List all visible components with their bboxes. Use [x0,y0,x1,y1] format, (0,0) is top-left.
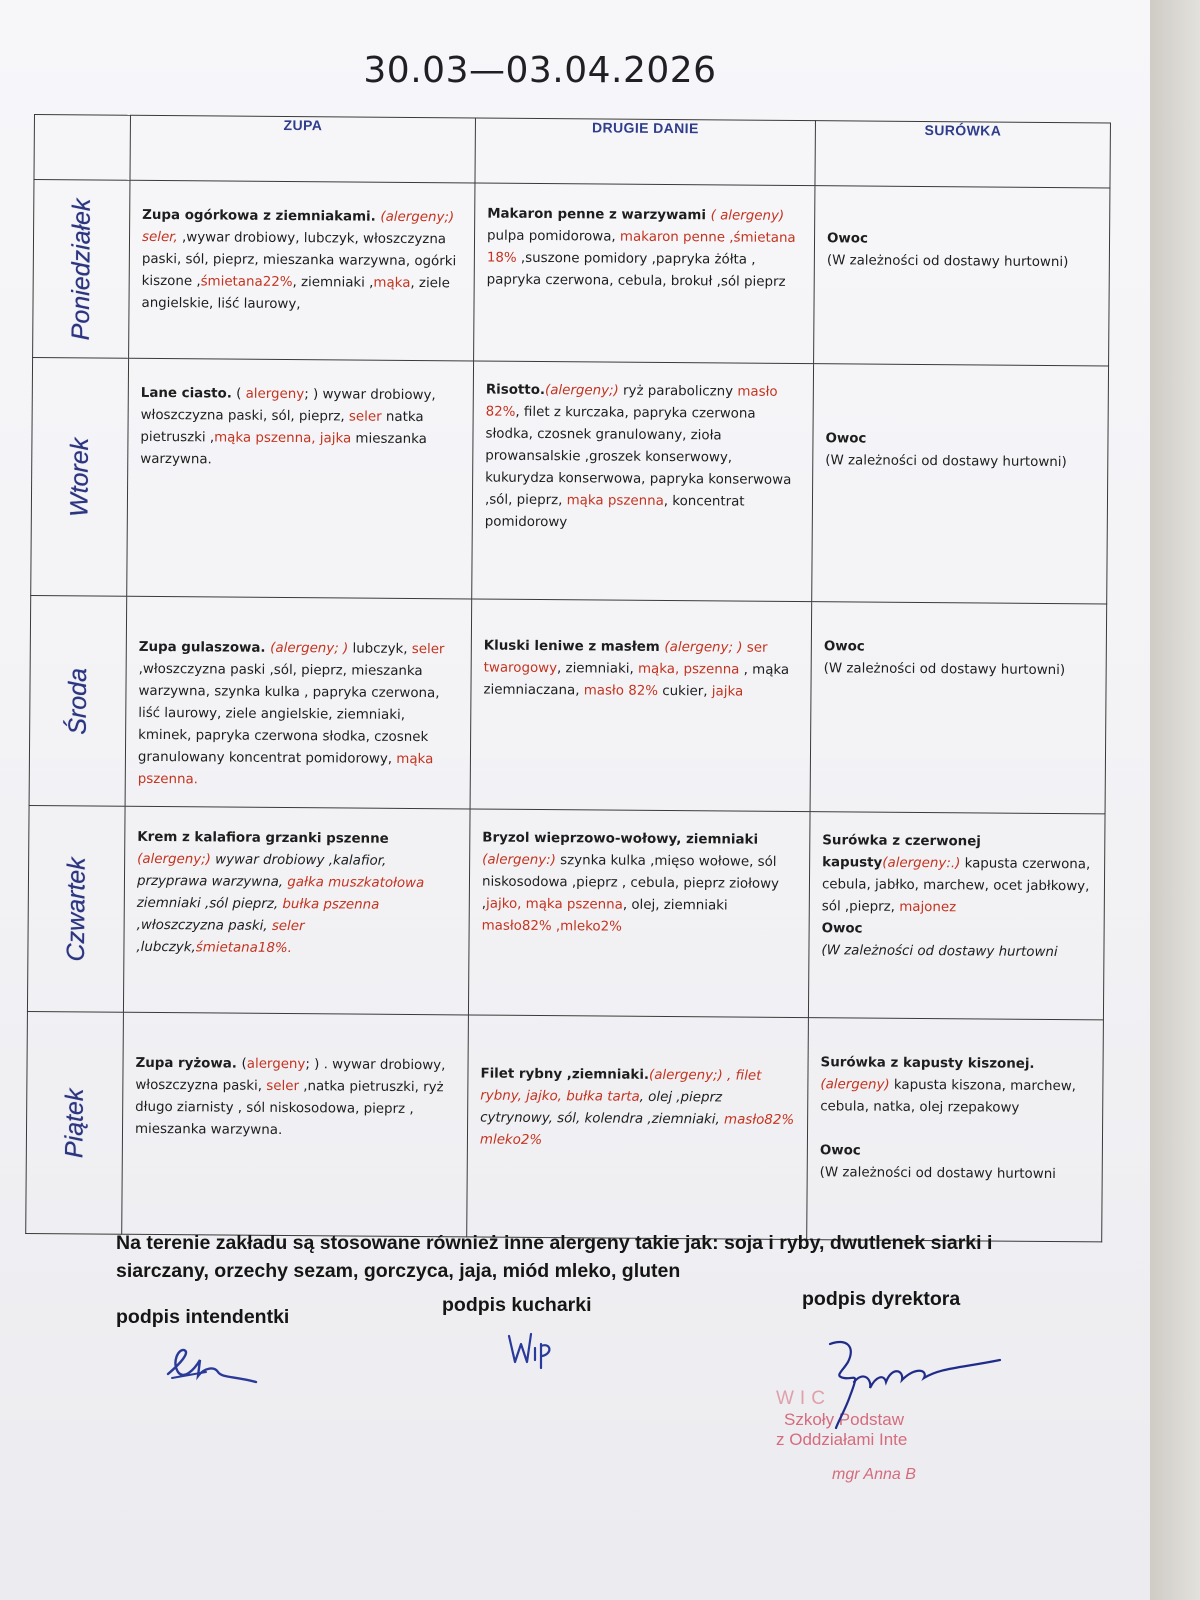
menu-text-segment: seler [348,409,382,425]
menu-text-segment: seler [271,918,305,935]
menu-text-segment: Surówka z czerwonej kapusty [822,833,981,871]
soup-text [124,807,469,962]
salad-text [808,1018,1103,1186]
menu-text-segment: wywar drobiowy ,kalafior, przyprawa warzywna, [136,852,387,891]
main-course-cell [474,183,815,364]
day-cell [26,1011,124,1234]
menu-text-segment: ,wywar drobiowy, lubczyk, włoszczyzna paski, sól, pieprz, mieszanka warzywna, ogórki kiszone , [141,230,457,290]
menu-text-segment: makaron penne ,śmietana 18% [486,229,796,266]
header-row [34,115,1110,188]
menu-text-segment: jajko, mąka pszenna [486,896,623,913]
main-course-cell [472,361,814,602]
menu-text-segment: Surówka z kapusty kiszonej. [820,1055,1035,1072]
menu-text-segment: ; ) . wywar drobiowy, włoszczyzna paski, [135,1057,446,1094]
intendant-handwritten-signature [160,1340,270,1390]
allergens-notice-line-2: siarczany, orzechy sezam, gorczyca, jaja, miód mleko, gluten [116,1260,681,1282]
day-label: Środa [63,667,92,735]
salad-cell [814,186,1110,366]
soup-cell [127,358,474,599]
soup-text [129,181,474,318]
menu-text-segment: Makaron penne z warzywami [487,206,711,224]
director-signature-label: podpis dyrektora [802,1288,961,1310]
day-cell [31,357,129,596]
salad-text [815,186,1110,274]
soup-cell [129,180,475,361]
menu-text-segment: (alergeny; ) [664,639,743,656]
background-surface [1150,0,1200,1600]
menu-text-segment: alergeny [245,386,305,403]
menu-text-segment: masło 82% [485,384,778,420]
menu-text-segment: ziemniaki ,sól pieprz, [136,895,283,912]
day-row [26,1011,1104,1241]
day-row [29,595,1107,813]
day-row [27,805,1105,1019]
day-label: Wtorek [64,437,94,517]
menu-text-segment: cukier, [657,683,712,700]
menu-text-segment: bułka pszenna [282,896,380,913]
day-row [33,180,1110,366]
menu-date-range-title: 30.03—03.04.2026 [363,50,717,91]
menu-text-segment: (alergeny) [820,1077,890,1093]
menu-text-segment: ser twarogowy [483,640,768,677]
salad-cell [808,812,1105,1020]
menu-text-segment: (W zależności od dostawy hurtowni) [823,661,1066,679]
menu-text-segment: (alergeny;) [137,851,211,868]
menu-text-segment: mąka, pszenna [637,661,740,678]
salad-cell [812,364,1109,604]
menu-text-segment: ( alergeny) [710,208,785,224]
menu-text-segment: seler, [141,229,178,246]
menu-text-segment: kapusta czerwona, cebula, jabłko, marchew, ocet jabłkowy, sól ,pieprz, [821,856,1091,915]
stamp-line-3: z Oddziałami Inte [776,1430,908,1449]
menu-text-segment: , olej, ziemniaki [622,897,728,914]
menu-text-segment: Krem z kalafiora grzanki pszenne [137,829,389,847]
menu-text-segment: seler [266,1078,300,1095]
salad-text [809,812,1104,964]
menu-text-segment: Owoc [823,639,865,655]
cook-signature-label: podpis kucharki [442,1294,592,1316]
menu-text-segment: mieszanka warzywna. [140,431,427,468]
day-label: Czwartek [61,856,91,962]
menu-text-segment: , filet rybny, jajko, bułka tarta [480,1068,762,1105]
menu-text-segment: (W zależności od dostawy hurtowni) [825,453,1067,471]
intendant-signature-label: podpis intendentki [116,1306,290,1328]
menu-text-segment: (W zależności od dostawy hurtowni [821,943,1058,961]
day-cell [29,595,127,806]
header-corner-cell [34,115,131,181]
day-cell [27,805,125,1012]
salad-text [812,602,1107,682]
main-course-cell [467,1015,809,1240]
salad-text [813,364,1108,474]
menu-text-segment: Zupa ogórkowa z ziemniakami. [142,207,381,225]
menu-text-segment: Risotto. [485,382,546,399]
menu-text-segment: (alergeny:.) [882,855,961,872]
menu-text-segment: , mąka ziemniaczana, [483,662,790,699]
menu-text-segment: (alergeny;) [544,383,619,399]
menu-text-segment: ,włoszczyzna paski, [136,917,272,934]
menu-text-segment: lubczyk, [348,641,412,657]
main-course-cell [470,599,812,812]
menu-text-segment: seler [411,641,445,658]
menu-text-segment: mąka pszenna [566,493,664,509]
header-salad: SURÓWKA [815,121,1111,188]
menu-text-segment: mąka [373,275,411,291]
menu-text-segment: Filet rybny ,ziemniaki. [480,1066,650,1083]
day-cell [33,180,130,359]
day-label: Poniedziałek [66,197,96,340]
menu-text-segment: (W zależności od dostawy hurtowni) [826,253,1069,271]
cook-handwritten-signature [505,1318,565,1370]
menu-text-segment: szynka kulka ,mięso wołowe, sól niskosodowa ,pieprz , cebula, pieprz ziołowy , [481,853,780,912]
menu-text-segment: alergeny [246,1056,306,1073]
soup-text [123,1013,468,1144]
main-course-text [475,183,815,294]
soup-text [126,597,472,794]
menu-text-segment: Owoc [819,1143,861,1159]
soup-text [128,359,473,474]
menu-text-segment: (alergeny; ) [270,640,349,657]
menu-text-segment: Owoc [826,231,869,247]
menu-text-segment: , ziele angielskie, liść laurowy, [141,275,450,313]
menu-text-segment: (alergeny:) [482,852,556,869]
main-course-text [470,809,810,940]
menu-text-segment: natka pietruszki , [140,409,424,446]
director-handwritten-signature [820,1336,1020,1436]
menu-text-segment: , filet z kurczaka, papryka czerwona słodka, czosnek granulowany, zioła prowansalskie ,groszek konserwowy, kukurydza konserwowa, papryka konserwowa ,sól, pieprz, [484,404,792,509]
day-label: Piątek [59,1087,89,1158]
menu-text-segment: Owoc [825,431,867,447]
menu-text-segment: Zupa gulaszowa. [138,639,271,656]
main-course-text [473,361,813,536]
menu-text-segment: masło82% mleko2% [479,1112,795,1149]
menu-text-segment: (alergeny;) [648,1067,723,1084]
soup-cell [125,596,472,809]
stamp-line-2: Szkoły Podstaw [784,1410,904,1429]
menu-text-segment: jajka [711,684,744,700]
weekly-menu-table [25,114,1111,1242]
menu-text-segment: pulpa pomidorowa, [486,228,621,245]
menu-text-segment: śmietana18%. [195,940,292,957]
menu-text-segment: ,lubczyk, [136,939,196,956]
menu-text-segment: (alergeny;) [380,209,455,226]
menu-text-segment: ( [231,386,246,402]
menu-text-segment: , ziemniaki, [556,661,639,677]
day-row [31,357,1109,603]
menu-text-segment: ,włoszczyzna paski ,sól, pieprz, mieszanka warzywna, szynka kulka , papryka czerwona, liść laurowy, ziele angielskie, ziemniaki, kminek, papryka czerwona słodka, czosnek granulowany koncentrat pomidorowy, [137,661,440,767]
menu-text-segment: mąka pszenna. [137,751,434,788]
soup-cell [123,806,470,1015]
menu-text-segment: Owoc [821,921,863,937]
menu-text-segment: mąka pszenna, jajka [214,430,352,447]
menu-text-segment: gałka muszkatołowa [287,875,425,892]
menu-text-segment: Kluski leniwe z masłem [483,638,665,655]
menu-text-segment: Lane ciasto. [140,385,232,402]
menu-text-segment: Bryzol wieprzowo-wołowy, ziemniaki [482,830,759,848]
header-main-course: DRUGIE DANIE [475,118,816,186]
allergens-notice-line-1: Na terenie zakładu są stosowane również inne alergeny takie jak: soja i ryby, dwutlenek siarki i [116,1232,993,1254]
main-course-cell [468,809,810,1018]
menu-text-segment: ; ) wywar drobiowy, włoszczyzna paski, sól, pieprz, [140,387,436,425]
salad-cell [807,1018,1104,1242]
soup-cell [122,1012,469,1237]
menu-text-segment: ,natka pietruszki, ryż długo ziarnisty , sól niskosodowa, pieprz , mieszanka warzywna. [134,1079,444,1138]
stamp-line-1: WIC [776,1388,831,1409]
salad-cell [810,602,1107,814]
menu-text-segment: majonez [899,899,957,916]
menu-text-segment: śmietana22% [200,274,293,291]
main-course-text [468,1015,808,1154]
menu-text-segment: , ziemniaki , [292,275,374,291]
menu-text-segment: ryż paraboliczny [618,383,738,400]
menu-text-segment: masło82% ,mleko2% [481,918,622,935]
menu-text-segment: ( [241,1056,247,1072]
menu-text-segment: Zupa ryżowa. [135,1055,242,1072]
menu-text-segment: kapusta kiszona, marchew, cebula, natka, olej rzepakowy [820,1077,1077,1116]
main-course-text [471,599,811,704]
menu-text-segment: , koncentrat pomidorowy [484,493,745,531]
header-soup: ZUPA [130,115,475,183]
director-name-stamp: mgr Anna B [832,1466,916,1483]
menu-text-segment: (W zależności od dostawy hurtowni [819,1165,1056,1183]
menu-text-segment: , olej ,pieprz cytrynowy, sól, kolendra ,ziemniaki, [480,1089,725,1128]
menu-text-segment: ,suszone pomidory ,papryka żółta , papryka czerwona, cebula, brokuł ,sól pieprz [486,250,786,290]
menu-text-segment: masło 82% [583,683,659,699]
